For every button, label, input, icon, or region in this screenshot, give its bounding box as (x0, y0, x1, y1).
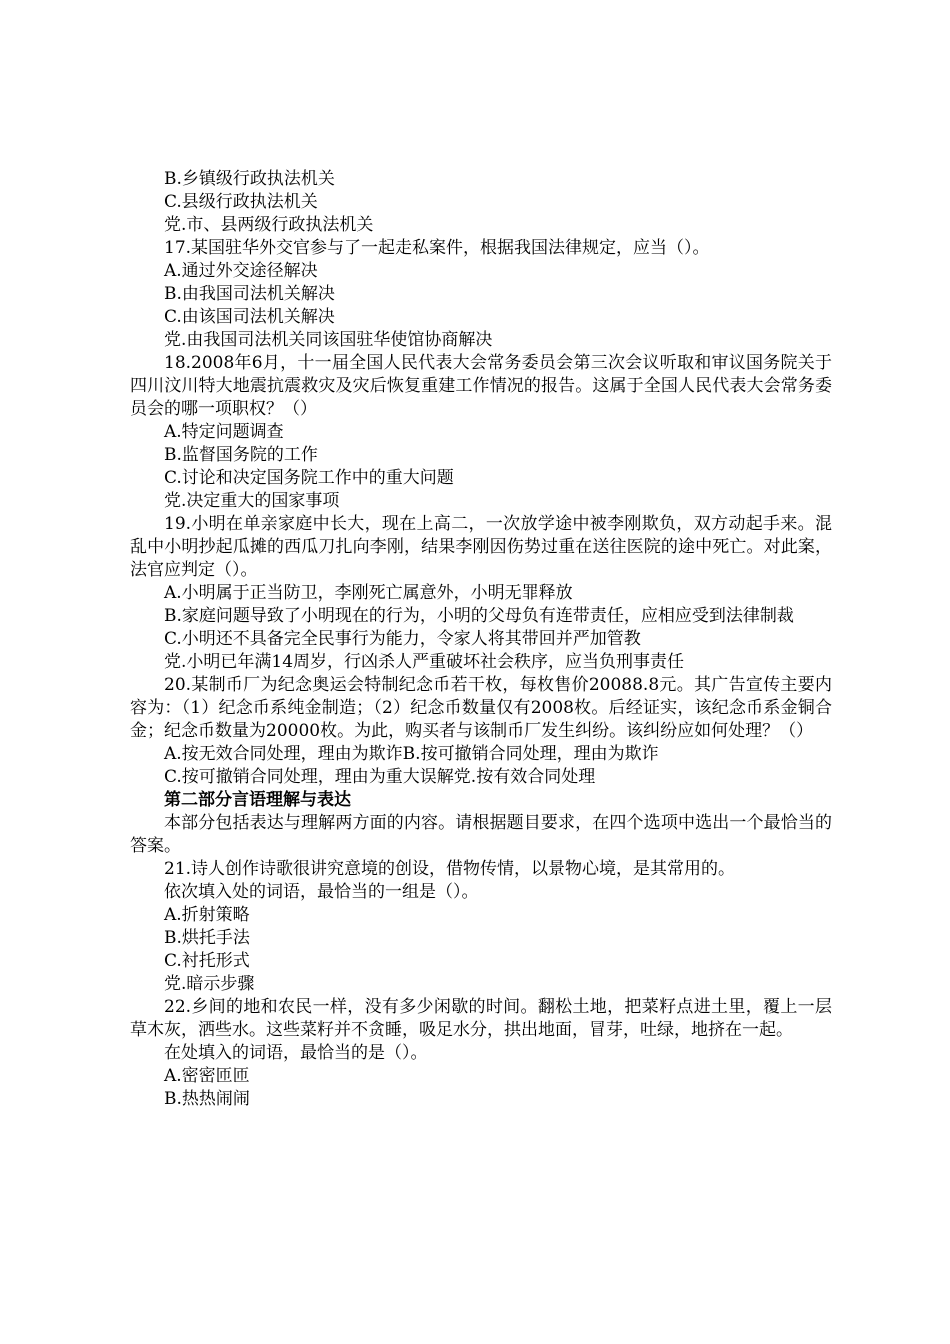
question-18: 18.2008年6月，十一届全国人民代表大会常务委员会第三次会议听取和审议国务院关于四川汶川特大地震抗震救灾及灾后恢复重建工作情况的报告。这属于全国人民代表大会常务委员会的哪一项职权？（） (130, 353, 832, 419)
question-21-option-b: B.烘托手法 (164, 928, 250, 948)
question-21-option-a: A.折射策略 (164, 905, 250, 925)
question-20-options-ab: A.按无效合同处理，理由为欺诈B.按可撤销合同处理，理由为欺诈 (164, 744, 659, 764)
question-20-options-cd: C.按可撤销合同处理，理由为重大误解党.按有效合同处理 (164, 767, 596, 787)
question-17-option-c: C.由该国司法机关解决 (164, 307, 335, 327)
option-d-line: 党.市、县两级行政执法机关 (164, 215, 374, 235)
question-18-option-c: C.讨论和决定国务院工作中的重大问题 (164, 468, 454, 488)
question-20: 20.某制币厂为纪念奥运会特制纪念币若干枚，每枚售价20088.8元。其广告宣传主要内容为：（1）纪念币系纯金制造；（2）纪念币数量仅有2008枚。后经证实，该纪念币系金铜合金；纪念币数量为20000枚。为此，购买者与该制币厂发生纠纷。该纠纷应如何处理？（） (130, 675, 832, 741)
question-17-option-a: A.通过外交途径解决 (164, 261, 318, 281)
question-21: 21.诗人创作诗歌很讲究意境的创设，借物传情，以景物心境，是其常用的。 (164, 859, 736, 879)
question-22-option-b: B.热热闹闹 (164, 1089, 250, 1109)
option-b-line: B.乡镇级行政执法机关 (164, 169, 335, 189)
question-19-option-d: 党.小明已年满14周岁，行凶杀人严重破坏社会秩序，应当负刑事责任 (164, 652, 685, 672)
question-21-option-d: 党.暗示步骤 (164, 974, 255, 994)
question-17-option-b: B.由我国司法机关解决 (164, 284, 335, 304)
question-18-option-d: 党.决定重大的国家事项 (164, 491, 340, 511)
section-intro: 本部分包括表达与理解两方面的内容。请根据题目要求，在四个选项中选出一个最恰当的答案。 (130, 813, 832, 856)
question-22: 22.乡间的地和农民一样，没有多少闲歇的时间。翻松土地，把菜籽点进土里，覆上一层草木灰，洒些水。这些菜籽并不贪睡，吸足水分，拱出地面，冒芽，吐绿，地挤在一起。 (130, 997, 832, 1040)
question-22-stem: 在处填入的词语，最恰当的是（）。 (164, 1043, 428, 1063)
question-21-stem: 依次填入处的词语，最恰当的一组是（）。 (164, 882, 479, 902)
question-17: 17.某国驻华外交官参与了一起走私案件，根据我国法律规定，应当（）。 (164, 238, 710, 258)
question-19: 19.小明在单亲家庭中长大，现在上高二，一次放学途中被李刚欺负，双方动起手来。混乱中小明抄起瓜摊的西瓜刀扎向李刚，结果李刚因伤势过重在送往医院的途中死亡。对此案，法官应判定（）。 (130, 514, 832, 580)
question-21-option-c: C.衬托形式 (164, 951, 250, 971)
section-heading: 第二部分言语理解与表达 (164, 790, 351, 810)
question-18-option-b: B.监督国务院的工作 (164, 445, 318, 465)
option-c-line: C.县级行政执法机关 (164, 192, 318, 212)
question-18-option-a: A.特定问题调查 (164, 422, 284, 442)
question-19-option-a: A.小明属于正当防卫，李刚死亡属意外，小明无罪释放 (164, 583, 573, 603)
question-19-option-c: C.小明还不具备完全民事行为能力，令家人将其带回并严加管教 (164, 629, 641, 649)
question-17-option-d: 党.由我国司法机关同该国驻华使馆协商解决 (164, 330, 493, 350)
document-page (130, 168, 832, 1111)
question-22-option-a: A.密密匝匝 (164, 1066, 250, 1086)
question-19-option-b: B.家庭问题导致了小明现在的行为，小明的父母负有连带责任，应相应受到法律制裁 (164, 606, 794, 626)
